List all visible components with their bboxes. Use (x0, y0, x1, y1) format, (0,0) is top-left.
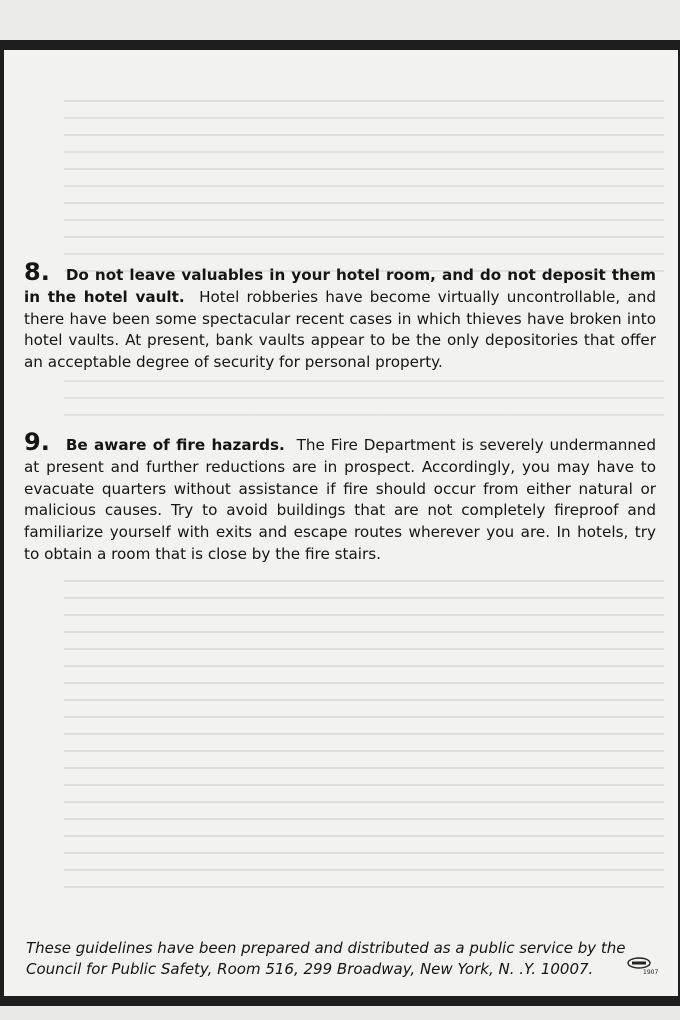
bleed-through-texture (64, 380, 664, 420)
bleed-through-texture (64, 100, 664, 280)
bleed-through-texture (64, 580, 664, 900)
footer-note: These guidelines have been prepared and distributed as a public service by the Council for Public Safety, Room 516, 299 Broadway, New York, N. .Y. 10007. (26, 939, 626, 978)
item-body: Hotel robberies have become virtually uncontrollable, and there have been some spectacular recent cases in which thieves have broken into hotel vaults. At present, bank vaults appear to be the only depositories that offer an acceptable degree of security for personal property. (24, 287, 656, 372)
item-number: 9. (24, 428, 50, 456)
scan-top-margin (0, 0, 680, 42)
document-page (0, 40, 680, 1006)
item-heading: Be aware of fire hazards. (65, 436, 285, 454)
item-number: 8. (24, 258, 50, 286)
logo-year: 1907 (643, 969, 659, 976)
item-body: The Fire Department is severely undermanned at present and further reductions are in prospect. Accordingly, you may have to evacuate quarters without assistance if fire should occur from either natural or malicious causes. Try to avoid buildings that are not completely fireproof and familiarize yourself with exits and escape routes wherever you are. In hotels, try to obtain a room that is close by the fire stairs. (24, 436, 657, 563)
item-heading: Do not leave valuables in your hotel room, and do not deposit them in the hotel vault. (24, 266, 656, 306)
union-bug-icon (626, 956, 662, 976)
guideline-9 (24, 428, 657, 566)
guideline-8 (24, 258, 656, 374)
